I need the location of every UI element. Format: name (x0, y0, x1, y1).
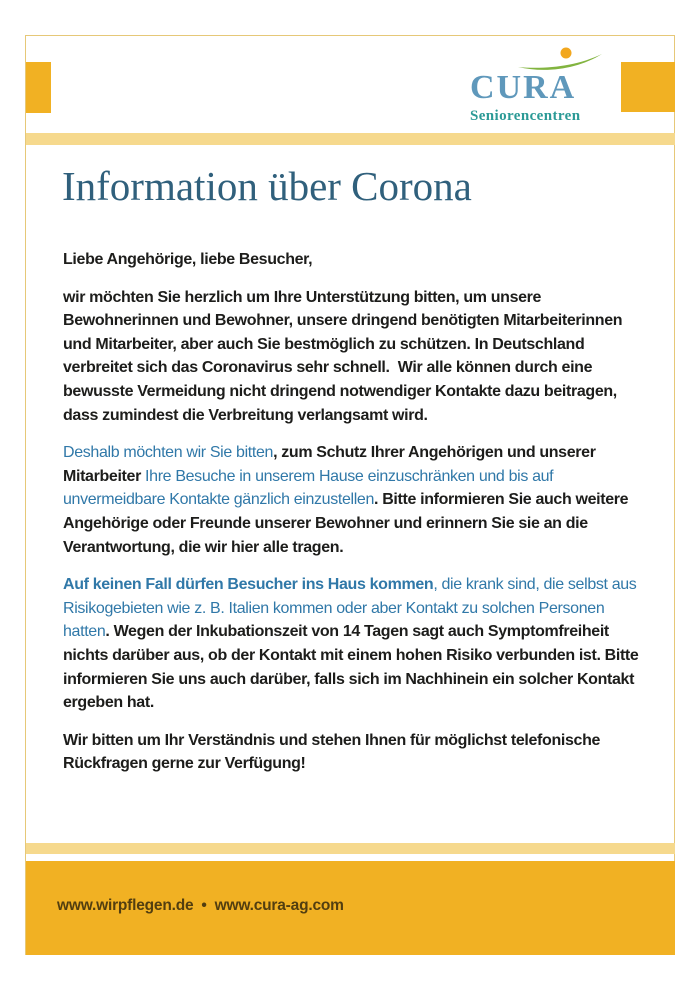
text-segment: wir möchten Sie herzlich um Ihre Unterstützung bitten, um unsere Bewohnerinnen und Bewohner, unsere dringend benötigten Mitarbeiterinnen und Mitarbeiter, aber auch Sie bestmöglich zu schützen. In Deutschland verbreitet sich das Coronavirus sehr schnell. Wir alle können durch eine bewusste Vermeidung nicht dringend notwendiger Kontakte dazu beitragen, dass zumindest die Verbreitung verlangsamt wird. (63, 288, 627, 424)
text-segment: . Bitte informieren Sie auch weitere Angehörige oder Freunde unserer Bewohner und erinnern Sie sie an die Verantwortung, die wir hier alle tragen. (63, 491, 632, 556)
text-segment: Auf keinen Fall dürfen Besucher ins Haus kommen (63, 576, 434, 594)
footer-divider-band (26, 843, 675, 854)
paragraph (63, 286, 647, 428)
header-accent-block-right (621, 62, 675, 112)
logo-subtitle-text: Seniorencentren (470, 108, 581, 124)
footer-link-cura-ag[interactable]: www.cura-ag.com (214, 897, 344, 914)
body-paragraphs (63, 248, 647, 790)
logo-brand-text: CURA (470, 69, 577, 106)
paragraph (63, 441, 647, 559)
text-segment: , die krank sind, die selbst aus Risikogebieten wie z. B. Italien kommen oder aber Kontakt zu solchen Personen hatten (63, 576, 641, 641)
paragraph (63, 729, 647, 776)
footer-link-wirpflegen[interactable]: www.wirpflegen.de (57, 897, 194, 914)
page-title: Information über Corona (62, 163, 472, 209)
footer-links (57, 897, 675, 915)
paragraph (63, 248, 647, 272)
text-segment: Wir bitten um Ihr Verständnis und stehen Ihnen für möglichst telefonische Rückfragen gerne zur Verfügung! (63, 731, 605, 773)
text-segment: Ihre Besuche in unserem Hause einzuschränken und bis auf unvermeidbare Kontakte gänzlich einzustellen (63, 467, 558, 509)
paragraph (63, 573, 647, 715)
header-divider-band (26, 133, 675, 145)
cura-logo (468, 36, 628, 128)
text-segment: . Wegen der Inkubationszeit von 14 Tagen sagt auch Symptomfreiheit nichts darüber aus, ob der Kontakt mit einem hohen Risiko verbunden ist. Bitte informieren Sie uns auch darüber, falls sich im Nachhinein ein solcher Kontakt ergeben hat. (63, 623, 643, 712)
text-segment: Liebe Angehörige, liebe Besucher, (63, 251, 313, 268)
footer-separator: • (201, 897, 207, 914)
header-accent-block-left (26, 62, 51, 113)
footer-block (26, 861, 675, 955)
text-segment: Deshalb möchten wir Sie bitten (63, 444, 274, 462)
text-segment: , zum Schutz Ihrer Angehörigen und unserer Mitarbeiter (63, 444, 600, 485)
